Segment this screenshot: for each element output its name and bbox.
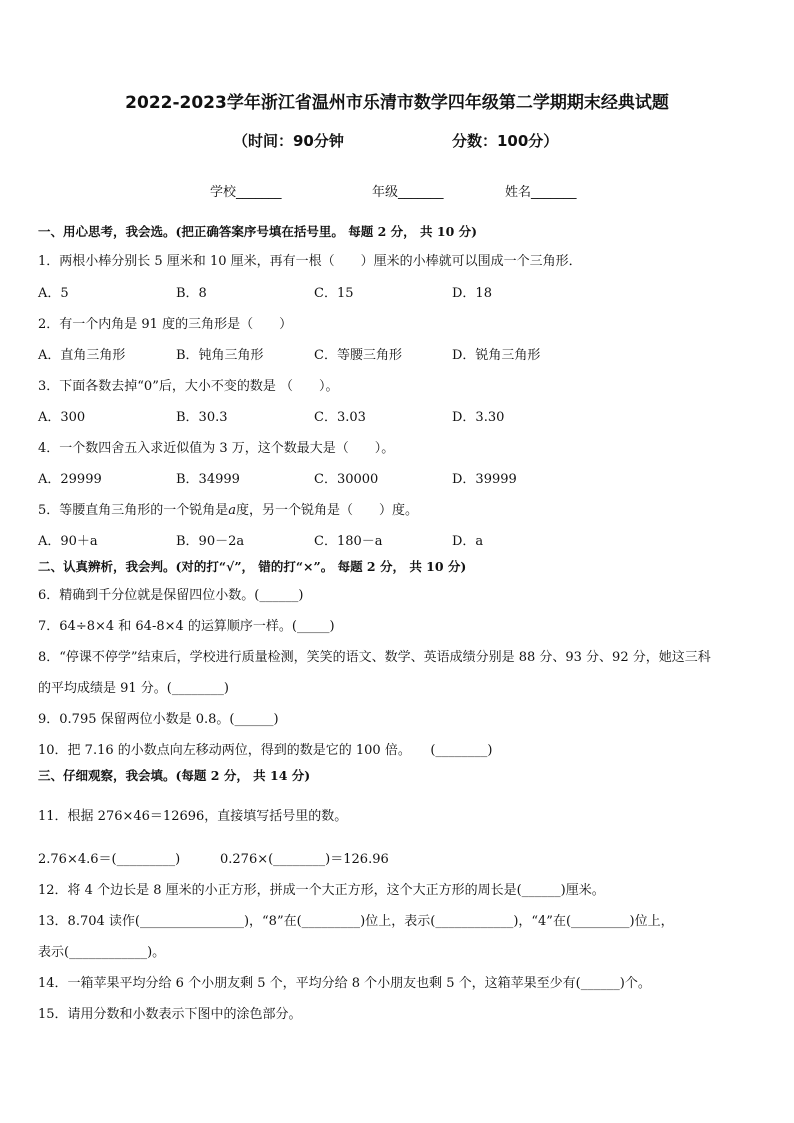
- q1-option-c: C．15: [314, 286, 354, 301]
- q4-option-d: D．39999: [452, 472, 517, 487]
- question-1: 1．两根小棒分别长 5 厘米和 10 厘米，再有一根（ ）厘米的小棒就可以围成一个三角形．: [38, 254, 582, 269]
- page-title: 2022-2023学年浙江省温州市乐清市数学四年级第二学期期末经典试题: [125, 93, 669, 113]
- question-11-part-b: 0.276×(________)＝126.96: [220, 852, 389, 867]
- question-6: 6．精确到千分位就是保留四位小数。(______): [38, 588, 304, 603]
- q2-option-a: A．直角三角形: [38, 348, 126, 363]
- name-field: 姓名_______: [505, 185, 577, 200]
- question-11-part-a: 2.76×4.6＝(_________): [38, 852, 181, 867]
- section-3-heading: 三、仔细观察，我会填。(每题 2 分， 共 14 分): [38, 768, 311, 783]
- question-8-line-2: 的平均成绩是 91 分。(________): [38, 681, 229, 696]
- question-7: 7．64÷8×4 和 64-8×4 的运算顺序一样。(_____): [38, 619, 335, 634]
- q2-option-c: C．等腰三角形: [314, 348, 402, 363]
- q5-option-a: A．90＋a: [38, 534, 98, 549]
- question-5-text-a: 5．等腰直角三角形的一个锐角是: [38, 503, 229, 518]
- school-field: 学校_______: [210, 185, 282, 200]
- question-14: 14．一箱苹果平均分给 6 个小朋友剩 5 个，平均分给 8 个小朋友也剩 5 个，这箱苹果至少有(______)个。: [38, 976, 651, 991]
- q3-option-b: B．30.3: [176, 410, 228, 425]
- q2-option-d: D．锐角三角形: [452, 348, 541, 363]
- question-11: 11．根据 276×46＝12696，直接填写括号里的数。: [38, 809, 348, 824]
- q4-option-b: B．34999: [176, 472, 240, 487]
- q1-option-a: A．5: [38, 286, 69, 301]
- q1-option-b: B．8: [176, 286, 207, 301]
- q5-option-d: D．a: [452, 534, 484, 549]
- section-2-heading: 二、认真辨析，我会判。(对的打“√”， 错的打“×”。 每题 2 分， 共 10 分): [38, 559, 467, 574]
- q3-option-c: C．3.03: [314, 410, 366, 425]
- q5-option-c: C．180－a: [314, 534, 383, 549]
- question-15: 15．请用分数和小数表示下图中的涂色部分。: [38, 1007, 302, 1022]
- q3-option-a: A．300: [38, 410, 86, 425]
- section-1-heading: 一、用心思考，我会选。(把正确答案序号填在括号里。 每题 2 分， 共 10 分): [38, 224, 478, 239]
- question-4: 4．一个数四舍五入求近似值为 3 万，这个数最大是（ ）。: [38, 441, 395, 456]
- exam-time: （时间：90分钟: [233, 132, 344, 150]
- question-9: 9．0.795 保留两位小数是 0.8。(______): [38, 712, 279, 727]
- exam-score: 分数：100分）: [452, 132, 559, 150]
- q2-option-b: B．钝角三角形: [176, 348, 264, 363]
- question-13-line-2: 表示(____________)。: [38, 945, 166, 960]
- question-8-line-1: 8．“停课不停学”结束后，学校进行质量检测，笑笑的语文、数学、英语成绩分别是 88 分、93 分、92 分，她这三科: [38, 650, 711, 665]
- question-10: 10．把 7.16 的小数点向左移动两位，得到的数是它的 100 倍。 (________): [38, 743, 493, 758]
- question-5: [38, 499, 418, 518]
- question-13-line-1: 13．8.704 读作(________________)，“8”在(_________)位上，表示(____________)，“4”在(_________)位上，: [38, 914, 674, 929]
- grade-field: 年级_______: [372, 185, 444, 200]
- q3-option-d: D．3.30: [452, 410, 505, 425]
- question-3: 3．下面各数去掉“0”后，大小不变的数是 （ ）。: [38, 379, 339, 394]
- question-5-variable: a: [228, 503, 237, 518]
- q4-option-c: C．30000: [314, 472, 379, 487]
- question-5-text-b: 度，另一个锐角是（ ）度。: [236, 503, 419, 518]
- q5-option-b: B．90－2a: [176, 534, 245, 549]
- question-2: 2．有一个内角是 91 度的三角形是（ ）: [38, 317, 293, 332]
- q1-option-d: D．18: [452, 286, 492, 301]
- q4-option-a: A．29999: [38, 472, 102, 487]
- question-12: 12．将 4 个边长是 8 厘米的小正方形，拼成一个大正方形，这个大正方形的周长是(______)厘米。: [38, 883, 605, 898]
